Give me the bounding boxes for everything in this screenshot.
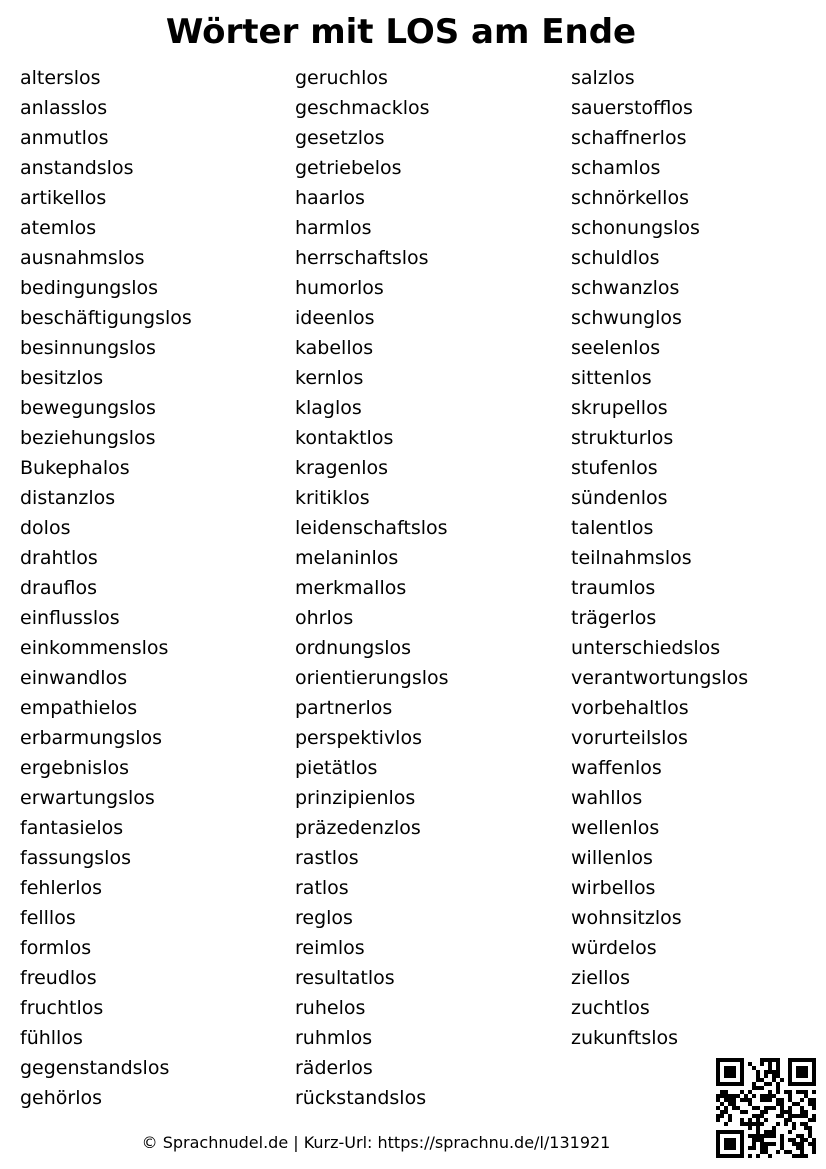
word-item: formlos — [20, 937, 92, 959]
word-item: fühllos — [20, 1027, 83, 1049]
word-item: besinnungslos — [20, 337, 156, 359]
word-item: fantasielos — [20, 817, 124, 839]
word-item: salzlos — [571, 67, 635, 89]
word-item: atemlos — [20, 217, 97, 239]
word-item: ordnungslos — [295, 637, 412, 659]
word-item: ratlos — [295, 877, 349, 899]
word-item: felllos — [20, 907, 76, 929]
word-item: sündenlos — [571, 487, 668, 509]
word-item: merkmallos — [295, 577, 407, 599]
word-item: unterschiedslos — [571, 637, 721, 659]
word-item: schuldlos — [571, 247, 660, 269]
word-item: anmutlos — [20, 127, 109, 149]
word-column-2 — [295, 63, 449, 1113]
word-item: sauerstofflos — [571, 97, 693, 119]
word-item: willenlos — [571, 847, 653, 869]
word-item: bedingungslos — [20, 277, 159, 299]
word-item: rückstandslos — [295, 1087, 427, 1109]
word-item: stufenlos — [571, 457, 658, 479]
word-item: melaninlos — [295, 547, 399, 569]
word-item: prinzipienlos — [295, 787, 416, 809]
word-item: ohrlos — [295, 607, 354, 629]
word-item: distanzlos — [20, 487, 116, 509]
word-item: harmlos — [295, 217, 372, 239]
word-item: seelenlos — [571, 337, 661, 359]
footer-copyright: © Sprachnudel.de | Kurz-Url: https://sprachnu.de/l/131921 — [141, 1133, 611, 1152]
page-title: Wörter mit LOS am Ende — [165, 12, 637, 52]
word-item: würdelos — [571, 937, 657, 959]
word-item: wahllos — [571, 787, 643, 809]
word-item: wirbellos — [571, 877, 656, 899]
word-item: orientierungslos — [295, 667, 449, 689]
word-item: herrschaftslos — [295, 247, 429, 269]
word-column-1 — [20, 63, 192, 1113]
word-item: ruhelos — [295, 997, 366, 1019]
word-item: alterslos — [20, 67, 101, 89]
word-item: humorlos — [295, 277, 384, 299]
word-item: verantwortungslos — [571, 667, 749, 689]
word-item: schamlos — [571, 157, 661, 179]
word-item: klaglos — [295, 397, 362, 419]
word-item: kragenlos — [295, 457, 389, 479]
word-item: ideenlos — [295, 307, 375, 329]
qr-code-icon — [716, 1058, 816, 1158]
word-item: skrupellos — [571, 397, 668, 419]
word-item: einkommenslos — [20, 637, 169, 659]
word-item: partnerlos — [295, 697, 393, 719]
word-item: teilnahmslos — [571, 547, 692, 569]
word-item: schwanzlos — [571, 277, 680, 299]
word-item: anstandslos — [20, 157, 134, 179]
word-item: schwunglos — [571, 307, 682, 329]
word-item: empathielos — [20, 697, 138, 719]
word-item: zukunftslos — [571, 1027, 679, 1049]
word-item: fassungslos — [20, 847, 131, 869]
word-item: talentlos — [571, 517, 654, 539]
word-item: präzedenzlos — [295, 817, 421, 839]
word-item: ausnahmslos — [20, 247, 145, 269]
word-item: resultatlos — [295, 967, 395, 989]
word-item: waffenlos — [571, 757, 662, 779]
word-item: reglos — [295, 907, 353, 929]
word-item: erwartungslos — [20, 787, 155, 809]
word-item: reimlos — [295, 937, 365, 959]
word-item: einflusslos — [20, 607, 120, 629]
word-item: drauflos — [20, 577, 98, 599]
word-item: Bukephalos — [20, 457, 130, 479]
word-item: geruchlos — [295, 67, 388, 89]
word-item: artikellos — [20, 187, 107, 209]
word-item: fruchtlos — [20, 997, 104, 1019]
word-item: gehörlos — [20, 1087, 103, 1109]
word-item: kritiklos — [295, 487, 370, 509]
word-item: anlasslos — [20, 97, 108, 119]
word-item: geschmacklos — [295, 97, 430, 119]
word-item: vorurteilslos — [571, 727, 688, 749]
word-item: fehlerlos — [20, 877, 103, 899]
word-item: haarlos — [295, 187, 365, 209]
word-item: schnörkellos — [571, 187, 689, 209]
word-item: bewegungslos — [20, 397, 156, 419]
word-item: einwandlos — [20, 667, 128, 689]
word-item: beschäftigungslos — [20, 307, 192, 329]
word-item: schaffnerlos — [571, 127, 687, 149]
word-item: schonungslos — [571, 217, 700, 239]
word-item: strukturlos — [571, 427, 674, 449]
word-item: zuchtlos — [571, 997, 650, 1019]
word-item: pietätlos — [295, 757, 378, 779]
word-item: wellenlos — [571, 817, 660, 839]
word-item: erbarmungslos — [20, 727, 163, 749]
word-item: gegenstandslos — [20, 1057, 170, 1079]
word-item: ergebnislos — [20, 757, 129, 779]
word-item: ruhmlos — [295, 1027, 373, 1049]
word-item: dolos — [20, 517, 71, 539]
word-item: trägerlos — [571, 607, 657, 629]
word-item: leidenschaftslos — [295, 517, 448, 539]
word-item: beziehungslos — [20, 427, 156, 449]
word-item: sittenlos — [571, 367, 652, 389]
word-item: kernlos — [295, 367, 364, 389]
word-item: getriebelos — [295, 157, 402, 179]
word-item: vorbehaltlos — [571, 697, 689, 719]
word-item: kabellos — [295, 337, 374, 359]
word-item: kontaktlos — [295, 427, 394, 449]
word-item: wohnsitzlos — [571, 907, 682, 929]
word-item: traumlos — [571, 577, 656, 599]
word-item: drahtlos — [20, 547, 98, 569]
word-column-3 — [571, 63, 748, 1053]
word-item: perspektivlos — [295, 727, 422, 749]
word-item: räderlos — [295, 1057, 373, 1079]
word-item: freudlos — [20, 967, 97, 989]
word-item: gesetzlos — [295, 127, 385, 149]
word-item: rastlos — [295, 847, 359, 869]
word-item: besitzlos — [20, 367, 104, 389]
word-item: ziellos — [571, 967, 631, 989]
